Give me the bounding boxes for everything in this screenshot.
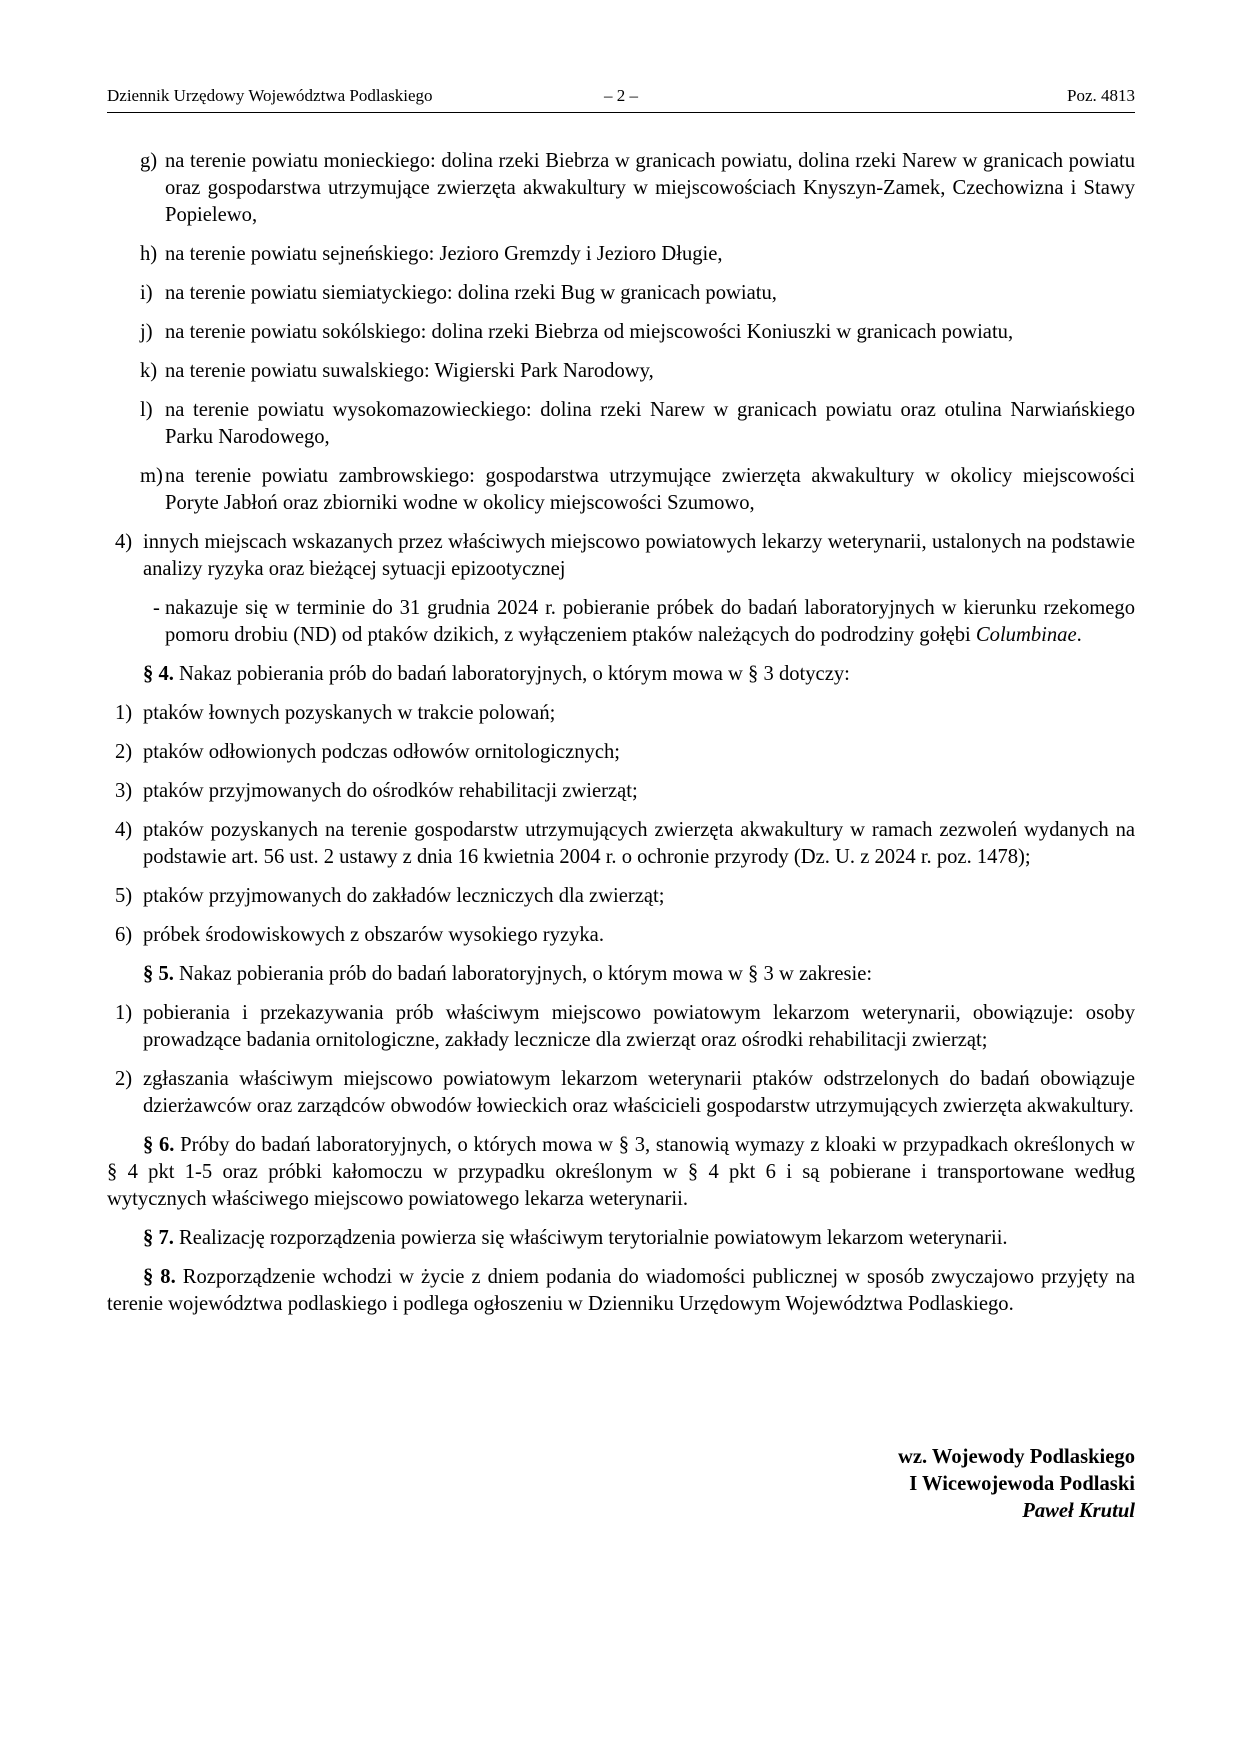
page-header bbox=[107, 86, 1135, 113]
position-number: Poz. 4813 bbox=[1067, 86, 1135, 105]
item-label: 3) bbox=[115, 780, 133, 802]
paragraph-text: Nakaz pobierania prób do badań laboratoryjnych, o którym mowa w § 3 w zakresie: bbox=[173, 963, 873, 985]
dash-end: . bbox=[1076, 624, 1082, 646]
paragraph-mark: § 8. bbox=[143, 1266, 176, 1288]
paragraph-6 bbox=[107, 1132, 1135, 1213]
paragraph-mark: § 6. bbox=[143, 1134, 175, 1156]
list-item bbox=[107, 463, 1135, 517]
item-label: 4) bbox=[115, 819, 133, 841]
item-text: ptaków przyjmowanych do zakładów leczniczych dla zwierząt; bbox=[143, 885, 665, 907]
item-label: m) bbox=[140, 465, 163, 487]
item-text: na terenie powiatu monieckiego: dolina rzeki Biebrza w granicach powiatu, dolina rzeki Narew w granicach powiatu oraz gospodarstwa utrzymujące zwierzęta akwakultury w miejscowościach Knyszyn-Zamek, Czechowizna i Stawy Popielewo, bbox=[165, 150, 1135, 226]
list-item bbox=[107, 922, 1135, 949]
paragraph-text: Próby do badań laboratoryjnych, o których mowa w § 3, stanowią wymazy z kloaki w przypadkach określonych w § 4 pkt 1-5 oraz próbki kałomoczu w przypadku określonym w § 4 pkt 6 i są pobierane i transportowane według wytycznych właściwego miejscowo powiatowego lekarza weterynarii. bbox=[107, 1134, 1135, 1210]
list-item bbox=[107, 529, 1135, 583]
item-text: na terenie powiatu zambrowskiego: gospodarstwa utrzymujące zwierzęta akwakultury w okolicy miejscowości Poryte Jabłoń oraz zbiorniki wodne w okolicy miejscowości Szumowo, bbox=[165, 465, 1135, 514]
document-body bbox=[107, 148, 1135, 1330]
item-label: k) bbox=[140, 360, 158, 382]
item-text: na terenie powiatu siemiatyckiego: dolina rzeki Bug w granicach powiatu, bbox=[165, 282, 777, 304]
item-label: 1) bbox=[115, 1002, 133, 1024]
paragraph-4 bbox=[107, 661, 1135, 688]
item-text: na terenie powiatu sokólskiego: dolina rzeki Biebrza od miejscowości Koniuszki w granicach powiatu, bbox=[165, 321, 1014, 343]
dash-text: nakazuje się w terminie do 31 grudnia 2024 r. pobieranie próbek do badań laboratoryjnych w kierunku rzekomego pomoru drobiu (ND) od ptaków dzikich, z wyłączeniem ptaków należących do podrodziny gołębi bbox=[165, 597, 1135, 646]
paragraph-5 bbox=[107, 961, 1135, 988]
item-text: pobierania i przekazywania prób właściwym miejscowo powiatowym lekarzom weterynarii, obowiązuje: osoby prowadzące badania ornitologiczne, zakłady lecznicze dla zwierząt oraz ośrodki rehabilitacji zwierząt; bbox=[143, 1002, 1135, 1051]
list-item bbox=[107, 280, 1135, 307]
item-text: próbek środowiskowych z obszarów wysokiego ryzyka. bbox=[143, 924, 604, 946]
item-text: ptaków odłowionych podczas odłowów ornitologicznych; bbox=[143, 741, 620, 763]
item-text: zgłaszania właściwym miejscowo powiatowym lekarzom weterynarii ptaków odstrzelonych do badań obowiązuje dzierżawców oraz zarządców obwodów łowieckich oraz właścicieli gospodarstw utrzymujących zwierzęta akwakultury. bbox=[143, 1068, 1135, 1117]
item-label: j) bbox=[140, 321, 153, 343]
signatory-name: Paweł Krutul bbox=[1022, 1500, 1135, 1522]
item-label: l) bbox=[140, 399, 153, 421]
list-item bbox=[107, 319, 1135, 346]
list-item bbox=[107, 358, 1135, 385]
list-item bbox=[107, 241, 1135, 268]
item-label: 4) bbox=[115, 531, 133, 553]
item-text: ptaków pozyskanych na terenie gospodarstw utrzymujących zwierzęta akwakultury w ramach zezwoleń wydanych na podstawie art. 56 ust. 2 ustawy z dnia 16 kwietnia 2004 r. o ochronie przyrody (Dz. U. z 2024 r. poz. 1478); bbox=[143, 819, 1135, 868]
list-item bbox=[107, 739, 1135, 766]
item-label: i) bbox=[140, 282, 153, 304]
signature-line-1: wz. Wojewody Podlaskiego bbox=[897, 1446, 1135, 1468]
journal-title: Dziennik Urzędowy Województwa Podlaskiego bbox=[107, 86, 433, 105]
item-label: 2) bbox=[115, 1068, 133, 1090]
list-item bbox=[107, 817, 1135, 871]
item-label: 1) bbox=[115, 702, 133, 724]
list-item bbox=[107, 148, 1135, 229]
item-text: na terenie powiatu sejneńskiego: Jezioro Gremzdy i Jezioro Długie, bbox=[165, 243, 723, 265]
latin-name: Columbinae bbox=[975, 624, 1077, 646]
paragraph-mark: § 7. bbox=[143, 1227, 174, 1249]
page-number: – 2 – bbox=[604, 86, 638, 105]
item-text: ptaków przyjmowanych do ośrodków rehabilitacji zwierząt; bbox=[143, 780, 638, 802]
paragraph-text: Realizację rozporządzenia powierza się właściwym terytorialnie powiatowym lekarzom weterynarii. bbox=[173, 1227, 1008, 1249]
item-label: 6) bbox=[115, 924, 133, 946]
list-item bbox=[107, 778, 1135, 805]
paragraph-mark: § 4. bbox=[143, 663, 174, 685]
list-item bbox=[107, 700, 1135, 727]
item-text: innych miejscach wskazanych przez właściwych miejscowo powiatowych lekarzy weterynarii, ustalonych na podstawie analizy ryzyka oraz bieżącej sytuacji epizootycznej bbox=[143, 531, 1135, 580]
item-text: ptaków łownych pozyskanych w trakcie polowań; bbox=[143, 702, 556, 724]
item-text: na terenie powiatu suwalskiego: Wigierski Park Narodowy, bbox=[165, 360, 654, 382]
item-label: 5) bbox=[115, 885, 133, 907]
paragraph-7 bbox=[107, 1225, 1135, 1252]
item-label: h) bbox=[140, 243, 158, 265]
paragraph-text: Nakaz pobierania prób do badań laboratoryjnych, o którym mowa w § 3 dotyczy: bbox=[173, 663, 850, 685]
signature-block bbox=[898, 1444, 1135, 1525]
paragraph-mark: § 5. bbox=[143, 963, 174, 985]
item-text: na terenie powiatu wysokomazowieckiego: dolina rzeki Narew w granicach powiatu oraz otulina Narwiańskiego Parku Narodowego, bbox=[165, 399, 1135, 448]
list-item bbox=[107, 883, 1135, 910]
paragraph-text: Rozporządzenie wchodzi w życie z dniem podania do wiadomości publicznej w sposób zwyczajowo przyjęty na terenie województwa podlaskiego i podlega ogłoszeniu w Dzienniku Urzędowym Województwa Podlaskiego. bbox=[107, 1266, 1136, 1315]
signature-line-2: I Wicewojewoda Podlaski bbox=[909, 1473, 1135, 1495]
list-item bbox=[107, 1066, 1135, 1120]
list-item bbox=[107, 595, 1135, 649]
item-label: - bbox=[153, 597, 160, 619]
item-label: 2) bbox=[115, 741, 133, 763]
list-item bbox=[107, 397, 1135, 451]
item-label: g) bbox=[140, 150, 158, 172]
list-item bbox=[107, 1000, 1135, 1054]
paragraph-8 bbox=[107, 1264, 1135, 1318]
item-text bbox=[165, 595, 1135, 649]
